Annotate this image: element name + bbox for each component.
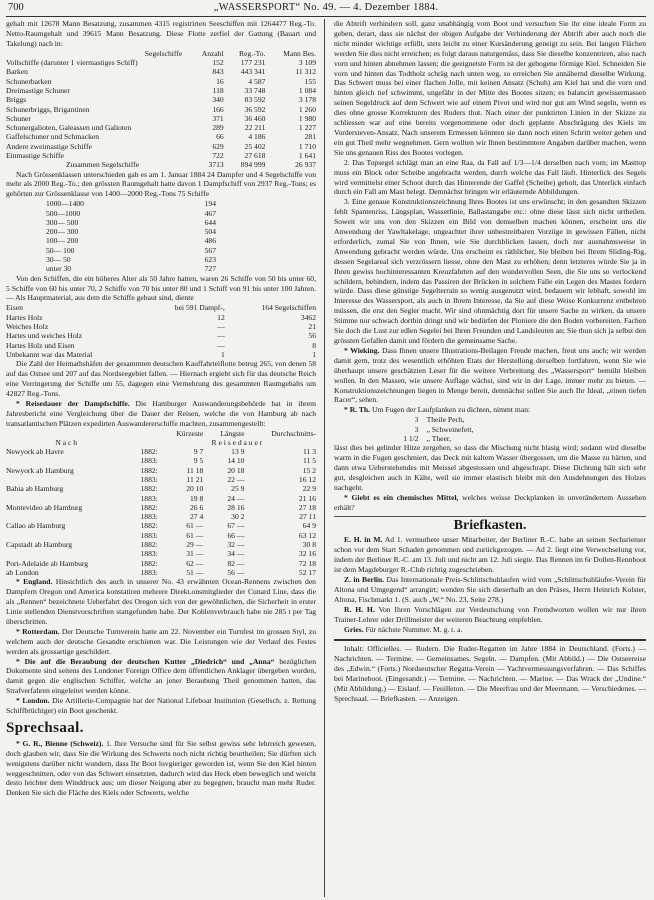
voyage-row: [6, 447, 316, 456]
fleet-type: Vollschiffe (darunter 1 viermastiges Schiff): [6, 58, 138, 68]
material-steam: —: [217, 321, 225, 331]
voyage-paragraph: [6, 399, 316, 429]
chemical-title: * Giebt es ein chemisches Mittel,: [344, 492, 459, 502]
letter-2-title: Z. in Berlin.: [344, 575, 385, 585]
voyage-shortest: 19 8: [190, 493, 204, 503]
size-range: 100— 200: [46, 236, 79, 246]
fleet-count: 166: [212, 104, 224, 114]
fleet-type: Gaffelschuner und Schmacken: [6, 132, 100, 142]
voyage-longest: 14 10: [227, 456, 245, 466]
material-label: Weiches Holz: [6, 321, 49, 331]
sprechsaal-text: 1. Ihre Versuche sind für Sie selbst gewiss sehr lehrreich gewesen, doch glauben wir, dass Sie die Wirkung des Schwerts noch nicht richtig beurtheilen; Sie dürften sich wenigstens darüber nicht wundern, dass Ihr Boot luvgieriger geworden ist, wenn Sie den Kiel hinten weggeschnitten, oder von das Schwert einsetzten, dadurch wird das Heck eben beweglich und weicht desto leichter dem Winddruck aus; um dieser Neigung aber zu begegnen, braucht man mehr Ruder. Denken Sie sich die Fläche des Kiels oder Schwerts, welche: [6, 738, 316, 798]
fleet-type: Dreimastige Schuner: [6, 85, 70, 95]
size-range: 30— 50: [46, 255, 71, 265]
fleet-total-count: 3713: [208, 160, 224, 170]
voyage-average: 64 9: [302, 521, 316, 531]
fleet-count: 629: [212, 141, 224, 151]
voyage-shortest: 20 10: [186, 484, 204, 494]
fleet-count: 152: [212, 58, 224, 68]
voyage-row: [6, 456, 316, 465]
fleet-row: [6, 114, 316, 123]
fleet-row: [6, 67, 316, 76]
material-sail: 21: [308, 321, 316, 331]
voyage-year: 1883:: [140, 475, 158, 484]
voyage-shortest: 26 6: [190, 502, 204, 512]
wieking-paragraph: [334, 346, 646, 405]
fleet-table: [6, 49, 316, 170]
fleet-header-count: Anzahl: [201, 48, 224, 58]
voyage-destination: [6, 456, 127, 465]
size-row: [46, 255, 216, 264]
voyage-destination: Callao ab Hamburg: [6, 521, 66, 531]
voyage-average: 16 12: [298, 475, 316, 484]
voyage-shortest: 11 21: [186, 475, 204, 484]
voyage-year: 1882:: [140, 540, 158, 550]
voyage-year: 1882:: [140, 484, 158, 494]
material-label: Hartes und weiches Holz: [6, 331, 83, 341]
voyage-shortest: 51 —: [186, 567, 204, 577]
voyage-longest: 24 —: [227, 493, 245, 503]
fleet-count: 16: [216, 76, 224, 86]
fleet-header-tons: Reg.-To.: [238, 48, 266, 58]
page-header: [6, 2, 646, 15]
voyage-destination: [6, 549, 127, 558]
rotterdam-paragraph: [6, 627, 316, 657]
fleet-tons: 27 618: [244, 150, 266, 160]
voyage-year: 1883:: [140, 493, 158, 503]
material-label: Hartes Holz: [6, 312, 43, 322]
voyage-destination: Port-Adelaide ab Hamburg: [6, 558, 89, 568]
keel-paragraph: die Abtrift verhindern soll, ganz unabhängig vom Boot und versuchen Sie ihr eine ideale Form zu geben, derart, dass sie nächst der obigen Aufgabe der Verhinderung der Abtrift aber auch noch die nicht minder wichtige erfüllt, stets leicht zu einer Kursänderung geneigt zu sein. Bei langen Flächen werden Sie dies nicht erreichen; es folgt daraus naturgemäss, dass Sie dieselbe konzentriren, also nach vorn und hinten abnehmen lassen; die geeignetste Form ist der gebogene förmige Kiel. Schneiden Sie vorn und hinten das Todtholz schräg nach unten weg, so erreichen Sie annähernd dieselbe Wirkung. Das Schwert muss bei einer flachen Jolle, mit keinen Ansatz (Schuh) am Kiel hat und die vorn und hinten gleich tief schwimmt, ungefähr in der Mitte des Bootes sitzen; es balancirt gewissermassen seinen Segeldruck auf dem Schwert wie auf einem Pivot und wird nur gut am Wind segeln, wenn es dies ohne grosse Korrekturen des Ruders thut. Nach einer der punktirten Linien in der Skizze zu schliessen war auf eine bereits vorgenommene oder doch geplante Abschrägung des Kiels im Vordersteven-Ansatz. Nach unserem Ermessen könnten sie dann noch einen Schritt weiter gehen und ein gut Theil mehr wegnehmen. Gern wollten wir Ihnen bestimmtere Angaben darüber machen, wenn Sie uns genauen Riss des Bootes vorlegen.: [334, 19, 646, 157]
size-range: 50— 100: [46, 245, 75, 255]
voyage-year: 1883:: [140, 549, 158, 559]
intro-paragraph: gehalt mit 12678 Mann Besatzung, zusammen 4315 registrirten Seeschiffen mit 1264477 Reg.-To. Netto-Raumgehalt und 39615 Mann Besatzung. Diese Flotte zerfiel der Gattung (Bauart und Takelung) nach in:: [6, 19, 316, 48]
letter-3-title: R. H. H.: [344, 604, 375, 614]
table-of-contents: Inhalt: Officielles. — Rudern. Die Ruder-Regatten im Jahre 1884 in Deutschland. (Forts.) — Nachrichten. — Termine. — Gemeinsames. Segeln. — Dampfen. (Mit Abbild.) — Die Ostseereise des „Edwin.“ (Forts.) Nordseutscher Regatta-Verein — Yachtvermessungsverfahren. — Das Schiffes bei Marineboot. (Eingesandt.) — Termine. — Nachrichten. — Marine. — Das Wrack der „Undine.“ (Mit Abbildung.) — Eislauf. — Feuilleton. — Die Meerfrau und der Meermann. — Verschiedenes. — Sprechsaal. — Briefkasten. — Anzeigen.: [334, 644, 646, 703]
fleet-count: 340: [212, 95, 224, 105]
london-text: Die Artillerie-Compagnie hat der National Lifeboat Institution (Gesellsch. z. Rettung Schiffbrüchiger) ein Boot geschenkt.: [6, 696, 316, 716]
voyage-header-shortest: Kürzeste: [176, 428, 204, 438]
size-count: 467: [204, 208, 216, 218]
fleet-row: [6, 86, 316, 95]
sprechsaal-paragraph: [6, 739, 316, 798]
size-class-table: [46, 199, 216, 273]
size-count: 623: [204, 255, 216, 265]
letter-3-text: Von Ihren Vorschlägen zur Verdeutschung von Fremdworten wollen wir nur ihren Trainer-Lehrer oder Drillmeister der weiteren Beachtung empfehlen.: [334, 604, 646, 624]
rth-text: Um Fugen der Laufplanken zu dichten, nimmt man:: [371, 405, 531, 415]
voyage-longest: 20 18: [227, 465, 245, 475]
material-label: Hartes Holz und Eisen: [6, 340, 75, 350]
recipe-item: „ Schweinefett,: [426, 424, 474, 434]
london-paragraph: [6, 696, 316, 716]
london-title: * London.: [16, 696, 50, 706]
voyage-average: 15 2: [302, 465, 316, 475]
voyage-longest: 13 9: [231, 447, 245, 457]
material-steam: —: [217, 331, 225, 341]
size-range: 300— 500: [46, 217, 79, 227]
size-count: 504: [204, 227, 216, 237]
fleet-row: [6, 142, 316, 151]
fleet-count: 371: [212, 113, 224, 123]
fleet-row: [6, 105, 316, 114]
fleet-header-type: Segelschiffe: [144, 48, 183, 58]
voyage-row: [6, 512, 316, 521]
voyage-destination: Montevideo ab Hamburg: [6, 502, 83, 512]
fleet-count: 722: [212, 150, 224, 160]
voyage-year: 1883:: [140, 512, 158, 522]
fleet-tons: 83 592: [244, 95, 266, 105]
fleet-tons: 443 341: [240, 67, 266, 77]
fleet-tons: 177 231: [240, 58, 266, 68]
beraubung-text: bezüglichen Dokumente sind seitens des Londoner Foreign Office dem öffentlichen Anklager übergeben worden, damit gegen die englischen Schiffer, welche an jener Beraubung Theil genommen hatten, das Strafverfahren eingeleitet werden könne.: [6, 656, 316, 696]
voyage-longest: 56 —: [227, 567, 245, 577]
voyage-average: 63 12: [298, 530, 316, 540]
size-count: 727: [204, 264, 216, 274]
section-heading-sprechsaal: Sprechsaal.: [6, 719, 84, 736]
voyage-longest: 67 —: [227, 521, 245, 531]
voyage-longest: 32 —: [227, 540, 245, 550]
voyage-shortest: 61 —: [186, 530, 204, 540]
size-row: [46, 264, 216, 273]
size-row: [46, 209, 216, 218]
voyage-row: [6, 521, 316, 530]
fleet-crew: 11 312: [295, 67, 316, 77]
voyage-row: [6, 531, 316, 540]
fleet-crew: 1 084: [298, 85, 316, 95]
rotterdam-title: * Rotterdam.: [16, 626, 60, 636]
letter-4-title: Gries.: [344, 624, 364, 634]
voyage-destination: Bahia ab Hamburg: [6, 484, 64, 494]
fleet-total-label: Zusammen Segelschiffe: [66, 160, 140, 170]
material-row: [6, 303, 316, 312]
masthead-title: „WASSERSPORT“ No. 49. — 4. Dezember 1884.: [213, 2, 439, 13]
fleet-crew: 3 109: [298, 58, 316, 68]
divider: [334, 516, 646, 517]
column-divider: [324, 19, 325, 897]
size-row: [46, 246, 216, 255]
voyage-shortest: 62 —: [186, 558, 204, 568]
voyage-average: 30 8: [302, 540, 316, 550]
chemical-paragraph: [334, 493, 646, 513]
size-count: 644: [204, 217, 216, 227]
material-row: [6, 322, 316, 331]
voyage-longest: 28 16: [227, 502, 245, 512]
material-sail: 3462: [300, 312, 316, 322]
fleet-type: Einmastige Schiffe: [6, 150, 64, 160]
material-label: Eisen: [6, 303, 23, 313]
material-sail: 1: [312, 349, 316, 359]
voyage-shortest: 9 7: [193, 447, 204, 457]
fleet-crew: 155: [304, 76, 316, 86]
fleet-tons: 33 748: [244, 85, 266, 95]
material-steam: —: [217, 340, 225, 350]
voyage-average: 32 16: [298, 549, 316, 559]
voyage-average: 27 18: [298, 502, 316, 512]
recipe-table: [382, 415, 522, 443]
topsail-paragraph: 2. Das Topsegel schlägt man an eine Raa, da Fall auf 1/3—1/4 derselben nach vorn; im Masttop muss ein Block oder Scheibe angebracht werden, durch welche das Fall läuft. Hinterlick des Segels wird vermittelst einer Schoot durch das Hinterende der Gaffel (Scheibe) geholt, das Unterlick einfach durch ein Fall am Mast belegt. Demnächst bringen wir erläuternde Abbildungen.: [334, 157, 646, 197]
voyage-row: [6, 475, 316, 484]
fleet-count: 118: [212, 85, 224, 95]
letter-2: [334, 575, 646, 605]
voyage-title: * Reisedauer der Dampfschiffe.: [16, 398, 130, 408]
voyage-destination: [6, 512, 127, 521]
voyage-shortest: 27 4: [190, 512, 204, 522]
fleet-row: [6, 123, 316, 132]
size-count: 567: [204, 245, 216, 255]
fleet-count: 289: [212, 123, 224, 133]
voyage-year: 1882:: [140, 558, 158, 568]
fleet-type: Schunerbriggs, Brigantinen: [6, 104, 90, 114]
voyage-table: [6, 429, 316, 578]
size-count: 486: [204, 236, 216, 246]
size-range: 1000—1400: [46, 199, 84, 209]
recipe-qty: 3: [414, 424, 419, 434]
voyage-destination: [6, 494, 127, 503]
section-heading-briefkasten: Briefkasten.: [453, 518, 527, 534]
voyage-shortest: 31 —: [186, 549, 204, 559]
fleet-type: Andere zweimastige Schiffe: [6, 141, 92, 151]
rotterdam-text: Der Deutsche Turnverein hatte am 22. November ein Turnfest im grossen Styl, zu welchem auch der deutsche Gesandte erschienen war. Die Leistungen wie der Verlauf des Festes werden als grossartige geschildert.: [6, 626, 316, 656]
material-row: [6, 313, 316, 322]
size-range: 500—1000: [46, 208, 81, 218]
voyage-destination: ab London: [6, 567, 39, 577]
left-column: [6, 19, 316, 897]
rth-title: * R. Th.: [344, 405, 371, 415]
material-sail: 8: [312, 340, 316, 350]
rth-continued: lässt dies bei gelinder Hitze zergehen, so dass die Mischung nicht blasig wird; sodann wird dieselbe warm in die Fugen geschmiert, das Deck mit kaltem Wasser übergossen, um die Masse zu härten, und dann etwa Ueberstehendes mit Meissel abgestossen und abgeschrapt. Diese Dichtung hält sich sehr gut, desgleichen auch in Kälte, weil sie immer elastisch bleibt mit den Ausdehnungen des Holzes nachgeht.: [334, 443, 646, 492]
letter-4: [334, 625, 646, 635]
fleet-type: Schunerbarken: [6, 76, 52, 86]
size-row: [46, 236, 216, 245]
recipe-row: [382, 425, 522, 434]
fleet-count: 66: [216, 132, 224, 142]
age-paragraph: Von den Schiffen, die ein höheres Alter als 50 Jahre hatten, waren 26 Schiffe von 50 bis unter 60, 5 Schiffe von 60 bis unter 70, 2 Schiffe von 70 bis unter 80 und 1 Schiff von 91 bis unter 100 Jahren. — Als Hauptmaterial, aus dem die Schiffe gebaut sind, diente: [6, 273, 316, 303]
size-row: [46, 218, 216, 227]
letter-2-text: Das Internationale Preis-Schlittschuhlaufen wird vom „Schlittschuhläufer-Verein für Altona und Umgegend“ arrangirt; wenden Sie sich dieserhalb an den Präses, Herrn Heinrich Kolster, Altona, Fischmarkt 1. (S. auch „W.“ No. 23, Seite 278.): [334, 575, 646, 604]
voyage-year: 1882:: [140, 502, 158, 512]
voyage-longest: 34 —: [227, 549, 245, 559]
fleet-crew: 281: [304, 132, 316, 142]
voyage-average: 52 17: [298, 567, 316, 577]
voyage-year: 1883:: [140, 530, 158, 540]
fleet-crew: 1 260: [298, 104, 316, 114]
material-table: [6, 303, 316, 359]
material-row: [6, 350, 316, 359]
fleet-tons: 4 587: [248, 76, 266, 86]
contents-rule: [334, 639, 646, 641]
header-rule: [6, 16, 646, 17]
fleet-crew: 1 710: [298, 141, 316, 151]
construction-paragraph: 3. Eine genaue Konstruktionszeichnung Ihres Bootes ist uns erwünscht; in den gesandten Skizzen fehlt Spantenriss, Längsplan, Wasserlinie, Ballastangabe etc.: ohne diese lässt sich nicht urtheilen. Soweit wir uns von den Skizzen ein Bild von demselben machen können, erscheint uns die Anwendung der Yawltakelage, ungeachtet ihrer unbestreitbaren Vorzüge in gewissen Fällen, nicht erforderlich, zumal Sie von Ihnen, wie Sie durchblicken lassen, doch nur ausnahmsweise in Anwendung gebracht werden würde. Uns erscheint es räthlicher, Sie bleiben bei Ihrem Sliding-Rig, dessen Segelareal sich verzrössern liesse, ohne den Mast zu erhöhen; denn letzteres würde Sie ja in Ihren gewiss hochinteressanten Kreuzfahrten auf den wundervollen Seen, die Sie uns so verlockend schildern, behindern, indem das Passiren der Brücken in solchem Falle ein Legen des Mastes fordern würde. Dass diese günstige Segelterrain so wenig ausgenutzt wird, bedauern wir lebhaft, sowohl im Interesse des Wassersport, als auch in Ihrem Interesse, da Sie auf diese Weise Konkurrenz entbehren müssen, die erst den Segler macht. Wir sind ohnmächtig dort für unsere Sache zu wirken, da unsere Stimme nur schwach dorthin dringt und wir bedürfen der Pioniere die den Boden vorbereiten. Fachen Sie doch die Lust zur edlen Segelei bei Ihren Freunden und Landsleuten an; Sie thun sich ja selbst den grössten Gefallen damit und fördern die gemeinsame Sache.: [334, 197, 646, 345]
home-port-paragraph: Die Zahl der Heimathshäfen der gesammten deutschen Kauffahrteiflotte betrug 265, von denen 58 auf das Ostsee und 207 auf das Nordseegebiet fallen. — Hiernach ergiebt sich für das deutsche Reich eine Verringerung der Schiffe um 55, dagegen eine Vermehrung des gesammten Raumgehalts um 42827 Reg.-Tons.: [6, 359, 316, 398]
material-row: [6, 341, 316, 350]
england-text: Hinsichtlich des auch in unserer No. 43 erwähnten Ocean-Rennens zwischen den Dampfern Oregon und America konstatiren mehrere Direkt.onsmitglieder der Cunard Line, dass die als „Rennen“ bezeichnete Ueberfahrt des Oregon sich von der gewöhnlichen, die Sicherheit in erster Linie stellenden Dienstvorschriften stattgefunden habe. Der Kohlenverbrauch habe nie 285 t per Tag überschritten.: [6, 577, 316, 626]
fleet-row: [6, 151, 316, 160]
size-count: 194: [204, 199, 216, 209]
voyage-longest: 30 2: [231, 512, 245, 522]
voyage-year: 1883:: [140, 567, 158, 577]
voyage-destination: [6, 475, 127, 484]
page-number: 700: [8, 2, 24, 13]
voyage-shortest: 61 —: [186, 521, 204, 531]
fleet-type: Barken: [6, 67, 28, 77]
letter-1: [334, 535, 646, 575]
voyage-row: [6, 484, 316, 493]
material-sail: 164 Segelschiffen: [261, 303, 316, 313]
size-range: 200— 300: [46, 227, 79, 237]
voyage-destination: [6, 531, 127, 540]
recipe-item: „ Theer,: [426, 433, 452, 443]
voyage-header-nach: N a c h: [55, 437, 78, 447]
voyage-year: 1882:: [140, 465, 158, 475]
voyage-destination: Newyork ab Hamburg: [6, 465, 74, 475]
voyage-row: [6, 549, 316, 558]
sprechsaal-title: * G. R., Bienne (Schweiz).: [16, 738, 104, 748]
newspaper-page: [6, 0, 648, 900]
recipe-item: Theile Pech,: [426, 415, 465, 425]
voyage-shortest: 9 5: [193, 456, 204, 466]
voyage-row: [6, 503, 316, 512]
letter-1-title: E. H. in M.: [344, 535, 383, 545]
chemical-text: welches weisse Deckplanken in unverändertem Aussehen erhält?: [334, 492, 646, 512]
beraubung-title: * Die auf die Beraubung der deutschen Kutter „Diedrich“ und „Anna“: [16, 656, 275, 666]
voyage-average: 27 11: [299, 512, 316, 522]
wieking-title: * Wieking.: [344, 345, 380, 355]
voyage-row: [6, 466, 316, 475]
voyage-year: 1882:: [140, 521, 158, 531]
fleet-type: Schuner: [6, 113, 31, 123]
fleet-tons: 36 460: [244, 113, 266, 123]
material-label: Unbekannt war das Material: [6, 349, 93, 359]
voyage-header-duration: R e i s e d a u e r: [211, 437, 263, 447]
voyage-row: [6, 494, 316, 503]
voyage-average: 22 9: [302, 484, 316, 494]
size-row: [46, 199, 216, 208]
voyage-average: 72 18: [298, 558, 316, 568]
voyage-row: [6, 540, 316, 549]
right-column: [334, 19, 646, 897]
fleet-crew: 1 641: [298, 150, 316, 160]
fleet-type: Schunergalioten, Galeassen und Galioten: [6, 123, 132, 133]
recipe-qty: 3: [414, 415, 419, 425]
fleet-total-tons: 894 999: [240, 160, 266, 170]
fleet-row: [6, 132, 316, 141]
voyage-destination: Newyork ab Havre: [6, 447, 64, 457]
letter-1-text: Ad 1. vermuthete unser Mitarbeiter, der Berliner R.-C. habe an seinen Sechsriemer schon vor dem Start Schaden genommen und zurückgezogen. — Ad 2. liegt eine Verwechselung vor, indem der Berliner R.-C. am 13. Juli und nicht am 12. Juli siegte. Das Rennen im 6r Dollen-Rennboot ist dem Magdeburger R.-Club richtig zugeschrieben.: [334, 535, 646, 575]
fleet-crew: 1 227: [298, 123, 316, 133]
fleet-tons: 25 402: [244, 141, 266, 151]
voyage-longest: 82 —: [227, 558, 245, 568]
voyage-shortest: 11 18: [186, 465, 204, 475]
england-paragraph: [6, 577, 316, 627]
fleet-type: Briggs: [6, 95, 27, 105]
material-steam: 12: [217, 312, 225, 322]
fleet-total-crew: 26 937: [295, 160, 316, 170]
england-title: * England.: [16, 577, 53, 587]
fleet-crew: 1 980: [298, 113, 316, 123]
letter-4-text: Für nächste Nummer. M. g. t. a.: [365, 624, 463, 634]
fleet-tons: 4 186: [248, 132, 266, 142]
voyage-header-average: Durchschnitts-: [271, 428, 316, 438]
recipe-row: [382, 434, 522, 443]
material-steam: bei 591 Dampf-,: [174, 303, 225, 313]
voyage-average: 11 5: [302, 456, 316, 466]
voyage-longest: 22 —: [227, 475, 245, 484]
voyage-shortest: 29 —: [186, 540, 204, 550]
voyage-row: [6, 568, 316, 577]
voyage-average: 21 16: [298, 493, 316, 503]
rth-paragraph: [334, 405, 646, 415]
fleet-row: [6, 77, 316, 86]
fleet-header-crew: Mann Bes.: [283, 48, 316, 58]
voyage-row: [6, 559, 316, 568]
fleet-tons: 36 592: [244, 104, 266, 114]
material-steam: 1: [220, 349, 225, 359]
recipe-row: [382, 415, 522, 424]
wieking-text: Dass Ihnen unsere Illustrations-Beilagen Freude machen, freut uns auch; wir werden damit gern, trotz des wesentlich erhöhten Etats der Herstellung derselben fortfahren, wenn Sie wie überhaupt unsere geschätzten Leser für die weitere Verbreitung des „Wassersport“ bemüht bleiben wollen. In den Massen, wie unsere Auflage wächst, sind wir in der Lage, immer mehr zu bieten. — Konstruktionszeichnungen liegen in Menge bereit, demnächst sollen Sie auch Ihr Ideal, „einen tiefen Racer“, sehen.: [334, 345, 646, 405]
voyage-average: 11 3: [302, 447, 316, 457]
fleet-crew: 3 178: [298, 95, 316, 105]
fleet-count: 843: [212, 67, 224, 77]
size-row: [46, 227, 216, 236]
material-row: [6, 331, 316, 340]
size-class-paragraph: Nach Grössenklassen unterschieden gab es am 1. Januar 1884 24 Dampfer und 4 Segelschiffe von mehr als 2000 Reg.-To.; den grössten Raumgehalt hatte davon 1 Dampfschiff von 2937 Reg.-Tons; es gehörten zur Grössenklasse von 1400—2000 Reg.-Tons 75 Schiffe: [6, 169, 316, 199]
voyage-text: Die Hamburger Auswanderungsbehörde hat in ihrem Jahresbericht eine Vergleichung über die Dauer der Reisen, welche die von Hamburg ab nach transatlantischen Plätzen expedirten Auswandererschiffe machten, zusammengestellt:: [6, 398, 316, 428]
voyage-longest: 25 9: [231, 484, 245, 494]
voyage-longest: 66 —: [227, 530, 245, 540]
recipe-qty: 1 1/2: [403, 433, 419, 443]
size-range: unter 30: [46, 264, 72, 274]
material-sail: 56: [308, 331, 316, 341]
letter-3: [334, 605, 646, 625]
voyage-year: 1882:: [140, 447, 158, 457]
fleet-row: [6, 58, 316, 67]
voyage-header-longest: Längste: [220, 428, 245, 438]
fleet-tons: 22 211: [244, 123, 266, 133]
fleet-row: [6, 95, 316, 104]
beraubung-paragraph: [6, 657, 316, 697]
voyage-year: 1883:: [140, 456, 158, 466]
voyage-destination: Capstadt ab Hamburg: [6, 540, 73, 550]
